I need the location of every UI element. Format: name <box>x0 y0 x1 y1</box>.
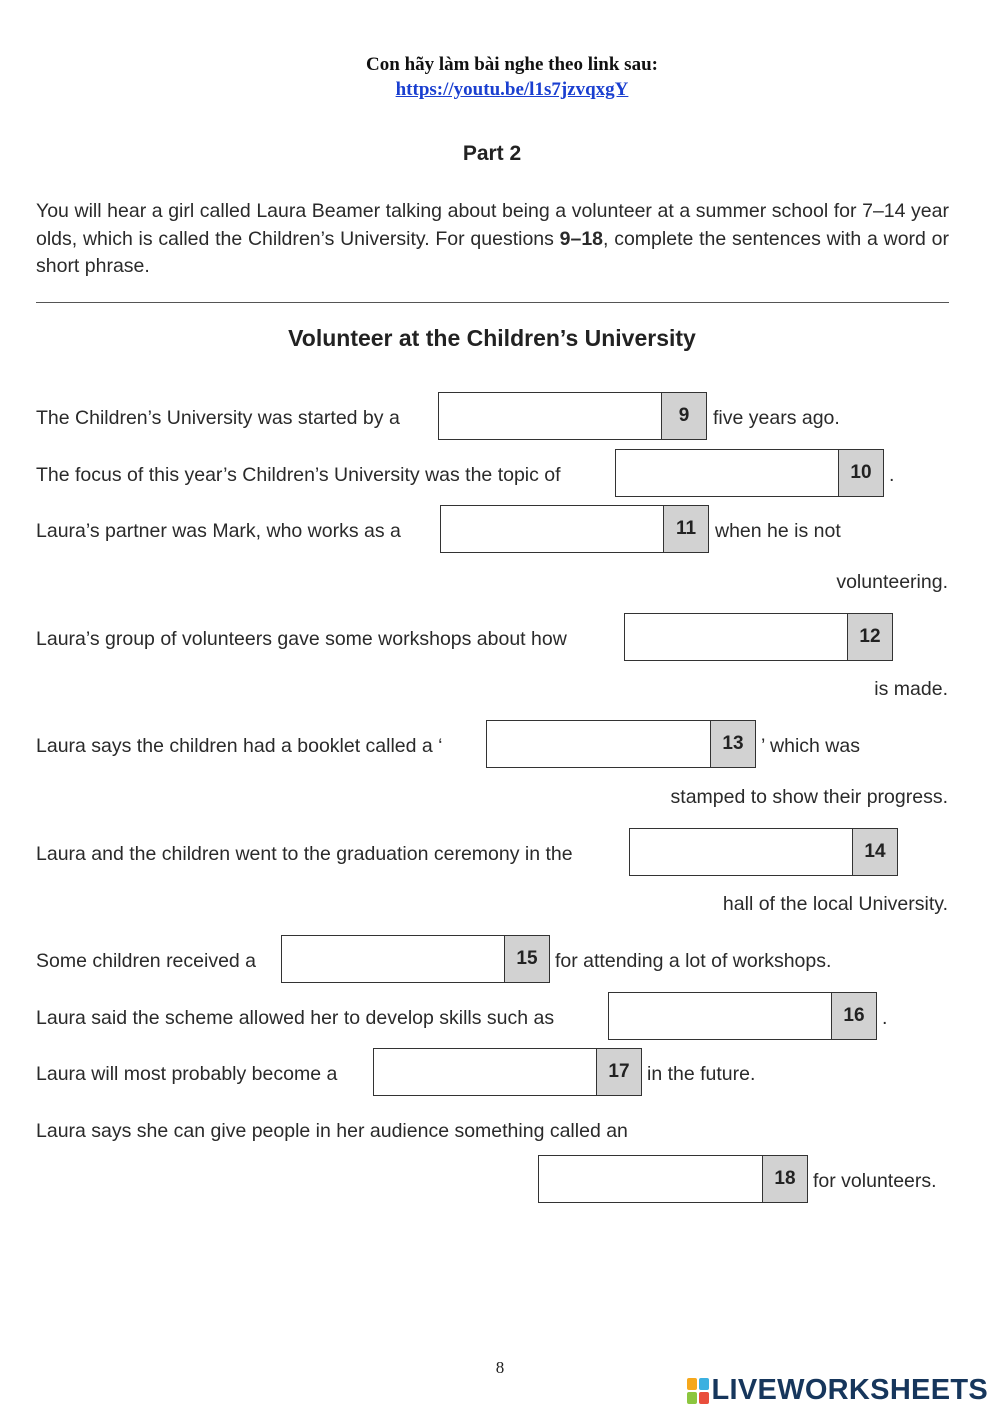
q12-continuation: is made. <box>874 678 948 700</box>
q13-number: 13 <box>710 721 755 767</box>
intro-paragraph <box>36 198 949 281</box>
q14-text-before: Laura and the children went to the graduation ceremony in the <box>36 843 573 865</box>
q18-text-before: Laura says she can give people in her audience something called an <box>36 1120 628 1142</box>
q16-number: 16 <box>831 993 876 1039</box>
q11-continuation: volunteering. <box>836 571 948 593</box>
part-title: Part 2 <box>462 142 522 165</box>
q12-number: 12 <box>847 614 892 660</box>
q12-answer-input[interactable] <box>625 614 846 660</box>
q11-answer-input[interactable] <box>441 506 662 552</box>
q17-text-before: Laura will most probably become a <box>36 1063 338 1085</box>
q16-answer-box <box>608 992 877 1040</box>
q10-text-after: . <box>889 464 895 486</box>
q15-text-before: Some children received a <box>36 950 257 972</box>
header-instruction: Con hãy làm bài nghe theo link sau: <box>366 54 658 75</box>
q10-number: 10 <box>838 450 883 496</box>
q17-number: 17 <box>596 1049 641 1095</box>
q11-text-after: when he is not <box>715 520 841 542</box>
q13-answer-input[interactable] <box>487 721 709 767</box>
q17-answer-box <box>373 1048 642 1096</box>
q14-answer-box <box>629 828 898 876</box>
liveworksheets-logo <box>687 1374 989 1407</box>
intro-text-1: You will hear a girl called Laura Beamer talking about being a volunteer at a summer school for 7–14 year olds, which is called the Children’s University. For questions <box>36 200 949 250</box>
q12-answer-box <box>624 613 893 661</box>
q18-answer-box <box>538 1155 808 1203</box>
q16-answer-input[interactable] <box>609 993 830 1039</box>
q13-text-before: Laura says the children had a booklet called a ‘ <box>36 735 443 757</box>
q13-continuation: stamped to show their progress. <box>670 786 948 808</box>
intro-text-2: , complete the sentences with a word or short phrase. <box>36 227 949 277</box>
q9-number: 9 <box>661 393 706 439</box>
q14-number: 14 <box>852 829 897 875</box>
q9-answer-input[interactable] <box>439 393 660 439</box>
q10-text-before: The focus of this year’s Children’s University was the topic of <box>36 464 561 486</box>
q17-text-after: in the future. <box>647 1063 756 1085</box>
youtube-link[interactable]: https://youtu.be/l1s7jzvqxgY <box>395 79 629 100</box>
worksheet-title: Volunteer at the Children’s University <box>288 325 696 351</box>
q16-text-before: Laura said the scheme allowed her to develop skills such as <box>36 1007 555 1029</box>
q15-answer-input[interactable] <box>282 936 503 982</box>
q16-text-after: . <box>882 1007 888 1029</box>
q13-answer-box <box>486 720 756 768</box>
q18-number: 18 <box>762 1156 807 1202</box>
q9-text-after: five years ago. <box>713 407 840 429</box>
q15-text-after: for attending a lot of workshops. <box>555 950 832 972</box>
q11-text-before: Laura’s partner was Mark, who works as a <box>36 520 401 542</box>
q10-answer-input[interactable] <box>616 450 837 496</box>
divider <box>36 302 949 303</box>
liveworksheets-logo-text: LIVEWORKSHEETS <box>711 1374 988 1406</box>
q15-number: 15 <box>504 936 549 982</box>
q11-answer-box <box>440 505 709 553</box>
intro-question-range: 9–18 <box>559 227 604 250</box>
q15-answer-box <box>281 935 550 983</box>
liveworksheets-logo-icon <box>687 1378 709 1404</box>
q14-continuation: hall of the local University. <box>722 893 948 915</box>
page-number: 8 <box>495 1358 505 1377</box>
q9-text-before: The Children’s University was started by a <box>36 407 400 429</box>
q13-text-after: ’ which was <box>761 735 860 757</box>
q17-answer-input[interactable] <box>374 1049 595 1095</box>
q9-answer-box <box>438 392 707 440</box>
q14-answer-input[interactable] <box>630 829 851 875</box>
q18-answer-input[interactable] <box>539 1156 761 1202</box>
q18-text-after: for volunteers. <box>813 1170 937 1192</box>
q11-number: 11 <box>663 506 708 552</box>
q12-text-before: Laura’s group of volunteers gave some workshops about how <box>36 628 567 650</box>
q10-answer-box <box>615 449 884 497</box>
